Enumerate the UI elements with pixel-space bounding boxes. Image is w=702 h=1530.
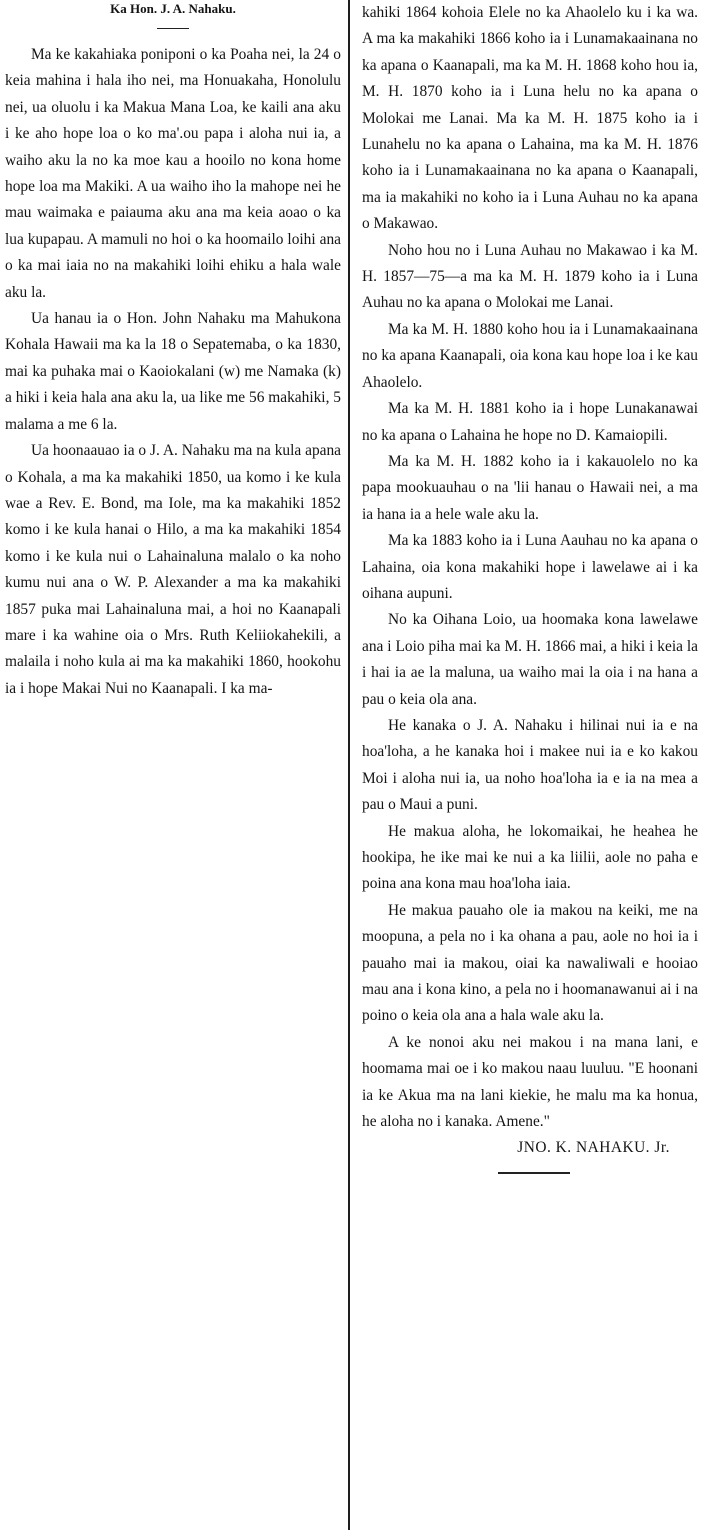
signature: JNO. K. NAHAKU. Jr. <box>517 1139 670 1157</box>
paragraph-1882: Ma ka M. H. 1882 koho ia i kakauolelo no ka papa mookuauhau o na 'lii hanau o Hawaii nei, a ma ia hana ia a hele wale aku la. <box>362 452 698 523</box>
article-title: Ka Hon. J. A. Nahaku. <box>110 1 236 16</box>
title-rule <box>157 28 189 29</box>
right-column <box>362 0 698 1174</box>
paragraph-character: He kanaka o J. A. Nahaku i hilinai nui ia e na hoa'loha, a he kanaka hoi i makee nui ia e ko kakou Moi i aloha nui ia, ua noho hoa'loha ia e ia na mea a pau o Maui a puni. <box>362 716 698 814</box>
paragraph-tax-assessor: Noho hou no i Luna Auhau no Makawao i ka M. H. 1857—75—a ma ka M. H. 1879 koho ia i Luna Auhau no ka apana o Molokai me Lanai. <box>362 241 698 312</box>
paragraph-1883: Ma ka 1883 koho ia i Luna Aauhau no ka apana o Lahaina, oia kona makahiki hope i lawelawe ai i ka oihana aupuni. <box>362 532 698 602</box>
paragraph-career-continued: kahiki 1864 kohoia Elele no ka Ahaolelo ku i ka wa. A ma ka makahiki 1866 koho ia i Lunamakaainana no ka apana o Kaanapali, ma ka M. H. 1868 koho hou ia, M. H. 1870 koho ia i Luna helu no ka apana o Molokai me Lanai. Ma ka M. H. 1875 koho ia i Lunahelu no ka apana o Lahaina, ma ka M. H. 1876 koho ia i Lunamakaainana no ka apana o Kaanapali, ma ia makahiki no koho ia i Luna Auhau no ka apana o Makawao. <box>362 4 698 233</box>
paragraph-1880: Ma ka M. H. 1880 koho hou ia i Lunamakaainana no ka apana Kaanapali, oia kona kau hope loa i ke kau Ahaolelo. <box>362 320 698 391</box>
paragraph-kind-father: He makua aloha, he lokomaikai, he heahea he hookipa, he ike mai ke nui a ka liilii, aole no paha e poina ana kona mau hoa'loha iaia. <box>362 822 698 893</box>
closing-rule <box>498 1172 570 1174</box>
column-divider <box>348 0 350 1530</box>
paragraph-1881: Ma ka M. H. 1881 koho ia i hope Lunakanawai no ka apana o Lahaina he hope no D. Kamaiopili. <box>362 400 698 444</box>
paragraph-education: Ua hoonaauao ia o J. A. Nahaku ma na kula apana o Kohala, a ma ka makahiki 1850, ua komo i ke kula wae a Rev. E. Bond, ma Iole, ma ka makahiki 1852 komo i ke kula hanai o Hilo, a ma ka makahiki 1854 komo i ke kula nui o Lahainaluna malalo o ka noho kumu nui ana o W. P. Alexander a ma ka makahiki 1857 puka mai Lahainaluna mai, a hoi no Kaanapali mare i ka wahine oia o Mrs. Ruth Keliiokahekili, a malaila i noho kula ai ma ka makahiki 1860, hookohu ia i hope Makai Nui no Kaanapali. I ka ma- <box>5 442 341 697</box>
paragraph-death-notice: Ma ke kakahiaka poniponi o ka Poaha nei, la 24 o keia mahina i hala iho nei, ma Honuakaha, Honolulu nei, ua oluolu i ka Makua Mana Loa, ke kaili ana aku i ke aho hope loa o ko ma'.ou papa i aloha nui ia, a waiho aku la no ka moe kau a hooilo no kona home hope loa ma Makiki. A ua waiho iho la mahope nei he mau waimaka e paiauma aku ana ma keia aoao o ka lua kupapau. A mamuli no hoi o ka hoomailo loihi ana o ka mai iaia no na makahiki loihi ehiku a hala wale aku la. <box>5 46 341 301</box>
left-column <box>5 0 341 702</box>
paragraph-law-practice: No ka Oihana Loio, ua hoomaka kona lawelawe ana i Loio piha mai ka M. H. 1866 mai, a hiki i keia la i hai ia ae la maluna, ua waiho mai la oia i na hana a pau o keia ola ana. <box>362 611 698 708</box>
paragraph-prayer: A ke nonoi aku nei makou i na mana lani, e hoomama mai oe i ko makou naau luuluu. "E hoonani ia ke Akua ma na lani kiekie, he malu ma ka honua, he aloha no i kanaka. Amene." <box>362 1033 698 1131</box>
paragraph-birth: Ua hanau ia o Hon. John Nahaku ma Mahukona Kohala Hawaii ma ka la 18 o Sepatemaba, o ka 1830, mai ka puhaka mai o Kaoiokalani (w) me Namaka (k) a hiki i keia hala ana aku la, ua like me 56 makahiki, 5 malama a me 6 la. <box>5 310 341 433</box>
paragraph-patient-father: He makua pauaho ole ia makou na keiki, me na moopuna, a pela no i ka ohana a pau, aole no hoi ia i pauaho mai ia makou, oiai ka nawaliwali e hooiao mau ana i kona kino, a pela no i hoomanawanui ai i na poino o keia ola ana a hala wale aku la. <box>362 901 698 1025</box>
